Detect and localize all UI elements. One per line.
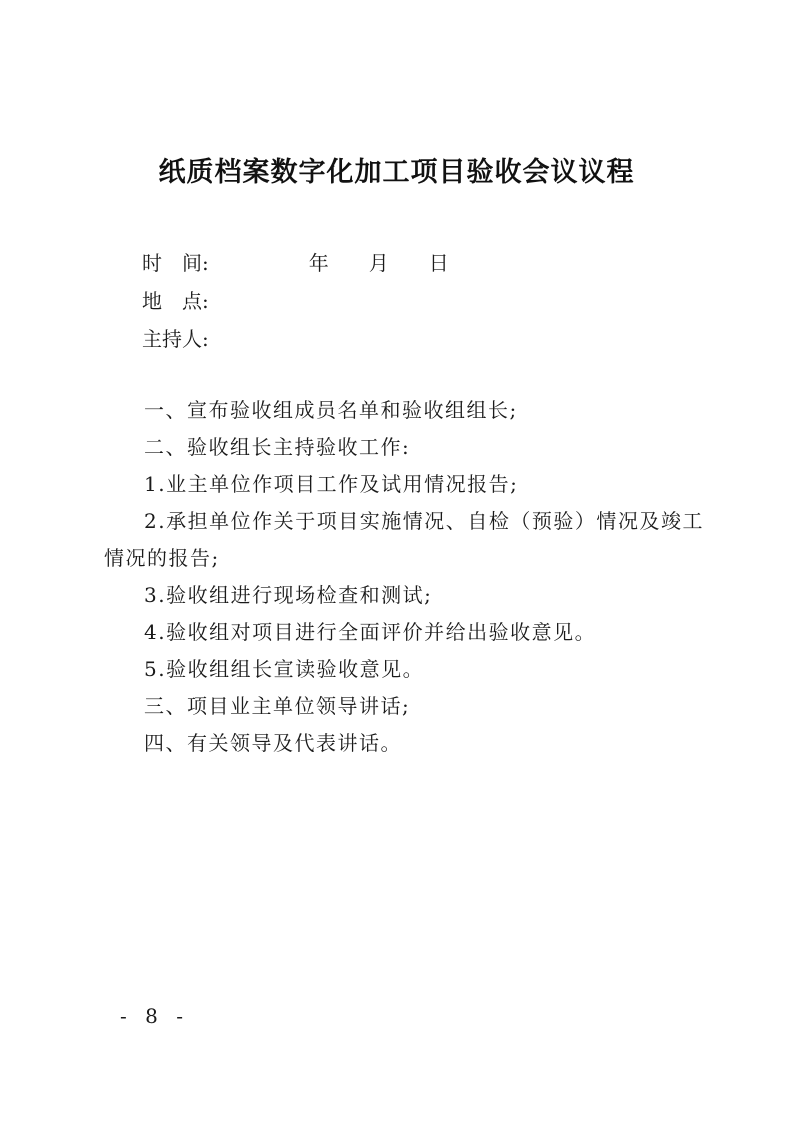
time-line <box>142 244 449 282</box>
host-line <box>142 320 449 358</box>
host-label: 主持人: <box>142 327 209 351</box>
agenda-item: 二、验收组长主持验收工作: <box>144 435 411 459</box>
agenda-item: 4.验收组对项目进行全面评价并给出验收意见。 <box>144 620 597 644</box>
document-title: 纸质档案数字化加工项目验收会议议程 <box>158 157 635 188</box>
time-value: 年 月 日 <box>208 251 449 275</box>
agenda-item: 5.验收组组长宣读验收意见。 <box>144 657 425 681</box>
agenda-list <box>104 392 704 762</box>
place-line <box>142 282 449 320</box>
agenda-item: 一、宣布验收组成员名单和验收组组长; <box>144 398 518 422</box>
agenda-item: 2.承担单位作关于项目实施情况、自检（预验）情况及竣工情况的报告; <box>104 509 704 570</box>
agenda-item: 1.业主单位作项目工作及试用情况报告; <box>144 472 519 496</box>
agenda-item: 四、有关领导及代表讲话。 <box>144 731 402 755</box>
agenda-item: 3.验收组进行现场检查和测试; <box>144 583 433 607</box>
page-number: - 8 - <box>120 1004 189 1028</box>
agenda-item: 三、项目业主单位领导讲话; <box>144 694 411 718</box>
meta-block <box>142 244 449 358</box>
place-label: 地 点: <box>142 289 209 313</box>
time-label: 时 间: <box>142 251 209 275</box>
